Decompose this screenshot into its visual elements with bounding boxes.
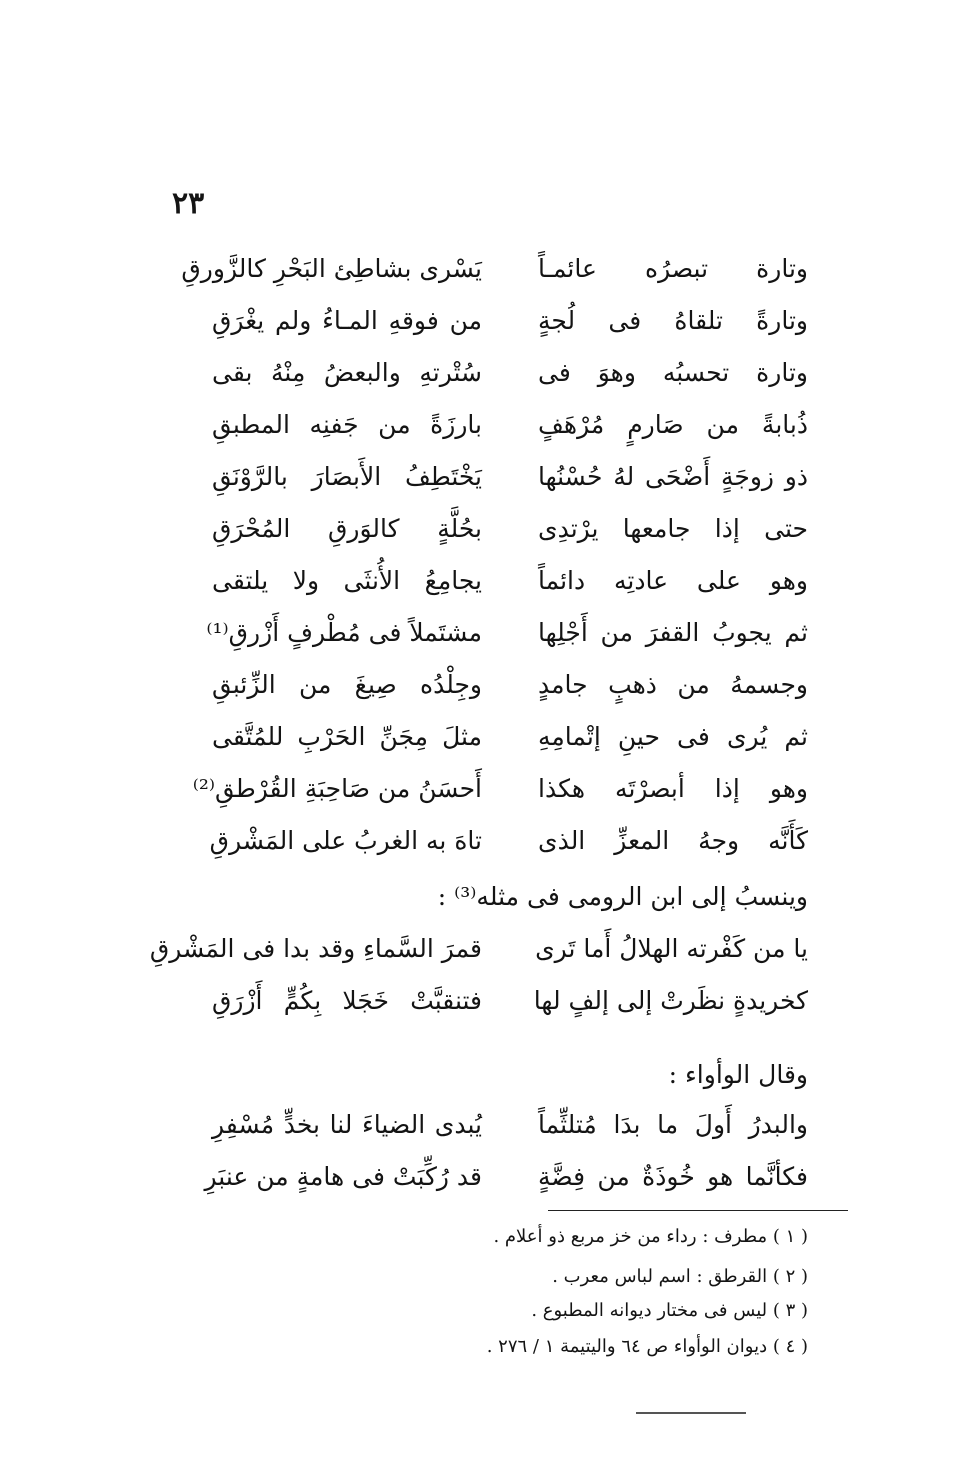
- first-hemistich: فكأنَّما هو خُوذَةٌ من فِضَّةٍ: [538, 1162, 808, 1191]
- first-hemistich: وتارة تحسبُه وهوَ فى: [538, 358, 808, 387]
- footnote-divider: [548, 1210, 848, 1211]
- verse: [192, 764, 808, 814]
- second-hemistich: يجامِعُ الأُنثَى ولا يلتقى: [212, 566, 482, 595]
- bottom-rule: [636, 1412, 746, 1414]
- first-hemistich: يا من كَفْرته الهلالُ أَما تَرى: [535, 934, 808, 963]
- second-hemistich: تاهَ به الغربُ على المَشْرقِ: [209, 826, 482, 855]
- second-hemistich: سُتْرتهِ والبعضُ مِنْهُ بقى: [212, 358, 482, 387]
- second-hemistich: وجِلْدُه صِيغَ من الزِّئبقِ: [212, 670, 482, 699]
- second-hemistich: مثلَ مِجَنِّ الحَرْبِ للمُتَّقى: [212, 722, 482, 751]
- first-hemistich: وهو على عادتِه دائماً: [538, 566, 808, 595]
- verse: [209, 816, 808, 866]
- second-hemistich: يَخْتَطِفُ الأَبصَارَ بالرَّوْنَقِ: [212, 462, 482, 491]
- verse: [212, 556, 808, 606]
- second-hemistich: مشتَملاً فى مُطْرفٍ أَزْرقِ⁽¹⁾: [206, 618, 482, 647]
- verse: [212, 1100, 808, 1150]
- second-hemistich: قد رُكِّبَتْ فى هامةٍ من عنبَرِ: [204, 1162, 482, 1191]
- first-hemistich: ثم يُرى فى حينِ إتْمامِهِ: [538, 722, 808, 751]
- second-hemistich: فتنقبَّتْ خَجَلا بِكُمٍّ أَزْرَقِ: [212, 986, 482, 1015]
- section-intro: وقال الوأواء :: [668, 1060, 808, 1089]
- second-hemistich: بارزَةً من جَفنِه المطبقِ: [212, 410, 482, 439]
- footnote: ( ١ ) مطرف : رداء من خز مربع ذو أعلام .: [493, 1226, 808, 1247]
- verse: [212, 400, 808, 450]
- second-hemistich: قمرَ السَّماءِ وقد بدا فى المَشْرقِ: [149, 934, 482, 963]
- first-hemistich: كخريدةٍ نظَرتْ إلى إلفٍ لها: [533, 986, 808, 1015]
- second-hemistich: يَسْرى بشاطِئ البَحْرِ كالزَّورقِ: [181, 254, 482, 283]
- first-hemistich: ذو زوجَةٍ أَضْحَى لهُ حُسْنُها: [538, 462, 808, 491]
- footnote: ( ٢ ) القرطق : اسم لباس معرب .: [552, 1266, 808, 1287]
- first-hemistich: كَأَنَّه وجهُ المعزِّ الذى: [538, 826, 808, 855]
- verse: [212, 712, 808, 762]
- verse: [206, 608, 808, 658]
- first-hemistich: وهو إذا أبصرْتَه هكذا: [538, 774, 808, 803]
- first-hemistich: وتارةً تلقاهُ فى لُجةٍ: [538, 306, 808, 335]
- second-hemistich: بحُلَّةٍ كالوَرقِ المُحْرَقِ: [212, 514, 482, 543]
- footnote: ( ٤ ) ديوان الوأواء ص ٦٤ واليتيمة ١ / ٢٧٦ .: [486, 1336, 808, 1357]
- footnote: ( ٣ ) ليس فى مختار ديوانه المطبوع .: [531, 1300, 808, 1321]
- verse: [181, 244, 808, 294]
- second-hemistich: من فوقهِ المـاءُ ولم يغْرَقِ: [212, 306, 482, 335]
- first-hemistich: والبدرُ أَولَ ما بدَا مُتلثِّماً: [538, 1110, 808, 1139]
- second-hemistich: يُبدى الضياءَ لنا بخدٍّ مُسْفِرِ: [212, 1110, 482, 1139]
- first-hemistich: ذُبابةً من صَارمٍ مُرْهَفٍ: [538, 410, 808, 439]
- section-intro: وينسبُ إلى ابن الرومى فى مثله⁽³⁾ :: [437, 882, 808, 911]
- verse: [212, 976, 808, 1026]
- verse: [149, 924, 808, 974]
- verse: [212, 452, 808, 502]
- verse: [212, 348, 808, 398]
- first-hemistich: ثم يجوبُ القفرَ من أَجْلِها: [538, 618, 808, 647]
- verse: [204, 1152, 808, 1202]
- first-hemistich: وجسمهُ من ذهبٍ جامدٍ: [538, 670, 808, 699]
- page-number: ٢٣: [172, 186, 205, 221]
- verse: [212, 660, 808, 710]
- second-hemistich: أَحسَنُ من صَاحِبَةِ القُرْطقِ⁽²⁾: [192, 774, 482, 803]
- first-hemistich: حتى إذا جامعها يرْتدِى: [538, 514, 808, 543]
- verse: [212, 296, 808, 346]
- first-hemistich: وتارة تبصرُه عائمـاً: [538, 254, 808, 283]
- verse: [212, 504, 808, 554]
